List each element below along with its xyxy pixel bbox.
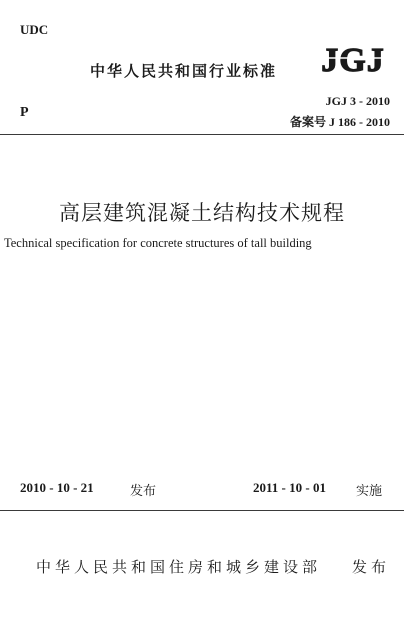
publisher: 中华人民共和国住房和城乡建设部 [36,558,322,576]
standard-series-title: 中华人民共和国行业标准 [90,62,278,80]
standard-code: JGJ 3 - 2010 [325,94,390,108]
logo-text: JGJ [321,42,385,79]
issue-label: 发布 [130,484,157,499]
publish-label: 发布 [352,558,391,576]
issue-date: 2010 - 10 - 21 [20,480,94,495]
bottom-divider [0,510,404,511]
category-label: P [20,105,29,120]
record-number: 备案号 J 186 - 2010 [290,115,390,129]
document-title-chinese: 高层建筑混凝土结构技术规程 [59,201,345,225]
top-divider [0,134,404,135]
implementation-date: 2011 - 10 - 01 [253,480,326,495]
jgj-logo [313,38,393,80]
udc-label: UDC [20,22,49,37]
implementation-label: 实施 [356,484,383,499]
document-title-english: Technical specification for concrete structures of tall building [4,236,312,250]
